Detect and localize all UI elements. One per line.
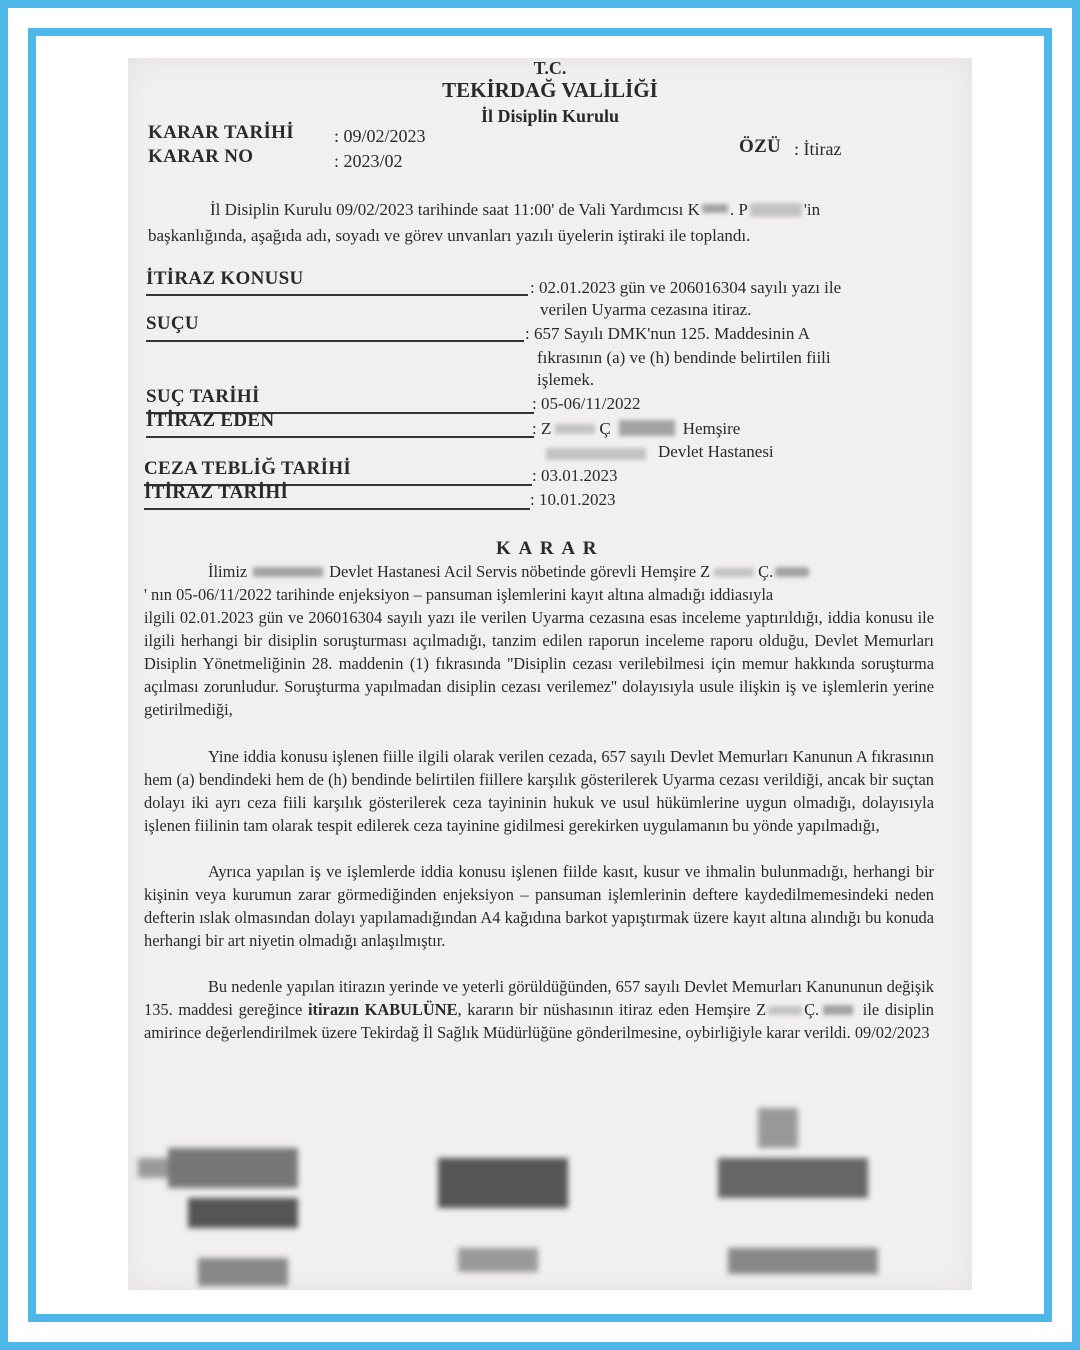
itiraz-eden-hospital: Devlet Hastanesi (658, 442, 774, 461)
itiraz-tarihi-underline (144, 508, 530, 510)
redacted-surname-blur-3 (823, 1005, 853, 1015)
redacted-surname-blur-2 (775, 567, 809, 577)
ceza-teblig-value: : 03.01.2023 (532, 466, 618, 485)
itiraz-tarihi-value: : 10.01.2023 (530, 490, 616, 509)
sucu-value-1: : 657 Sayılı DMK'nun 125. Maddesinin A (525, 324, 810, 343)
sucu-value-3: işlemek. (537, 370, 595, 389)
itiraz-konusu-label: İTİRAZ KONUSU (146, 268, 304, 289)
suc-tarihi-label: SUÇ TARİHİ (146, 386, 260, 407)
karar-tarihi-label: KARAR TARİHİ (148, 122, 294, 143)
itiraz-eden-label: İTİRAZ EDEN (146, 410, 275, 431)
karar-tarihi-value: : 09/02/2023 (334, 126, 426, 146)
redacted-name-blur (702, 204, 728, 213)
document-page (128, 58, 972, 1290)
redacted-surname-blur (750, 203, 802, 217)
suc-tarihi-value: : 05-06/11/2022 (532, 394, 641, 413)
ozu-value: : İtiraz (794, 139, 842, 159)
signature-right-blurred (698, 1098, 918, 1288)
ceza-teblig-label: CEZA TEBLİĞ TARİHİ (144, 458, 352, 479)
redacted-last-name-blur (619, 420, 675, 436)
header-kurul: İl Disiplin Kurulu (480, 106, 620, 126)
itiraz-eden-underline (146, 436, 534, 438)
sucu-underline (146, 340, 524, 342)
itiraz-konusu-value-1: : 02.01.2023 gün ve 206016304 sayılı yazı ile (530, 278, 842, 297)
karar-paragraph-1: İlimiz Devlet Hastanesi Acil Servis nöbetinde görevli Hemşire Z Ç. ' nın 05-06/11/2022 tarihinde enjeksiyon – pansuman işlemlerini kayıt altına almadığı iddiasıyla ilgili 02.01.2023 gün ve 206016304 sayılı yazı ile verilen Uyarma cezasına esas inceleme yaptırıldığı, iddia konusu ile ilgili herhangi bir disiplin soruşturması açılmadığı, tanzim edilen raporun inceleme raporu olduğu, Devlet Memurları Disiplin Yönetmeliğinin 28. maddenin (1) fıkrasında ''Disiplin cezası verilebilmesi için memur hakkında soruşturma açılması zorunludur. Soruşturma yapılmadan disiplin cezası verilemez'' dolayısıyla usule ilişkin iş ve işlemlerin yerine getirilmediği, (144, 562, 934, 719)
karar-paragraph-3: Ayrıca yapılan iş ve işlemlerde iddia konusu işlenen fiilde kasıt, kusur ve ihmalin bulunmadığı, herhangi bir kişinin veya kurumun zarar görmediğinden enjeksiyon – pansuman işlemlerinin deftere kaydedilmemesindeki neden defterin ıslak olmasından dolayı yapılamadığından A4 kağıdına barkot yapıştırmak üzere kayıt altına alındığı bu konuda herhangi bir art niyetin olmadığı anlaşılmıştır. (144, 862, 934, 950)
redacted-city-blur (253, 567, 323, 577)
header-tc: T.C. (533, 58, 567, 78)
header-valilik: TEKİRDAĞ VALİLİĞİ (442, 78, 658, 102)
redacted-first-name-blur (555, 424, 595, 434)
karar-title: K A R A R (496, 538, 599, 559)
sucu-value-2: fıkrasının (a) ve (h) bendinde belirtilen fiili (537, 348, 831, 367)
karar-paragraph-2: Yine iddia konusu işlenen fiille ilgili olarak verilen cezada, 657 sayılı Devlet Memurları Kanunun A fıkrasının hem (a) bendindeki hem de (h) bendinde belirtilen fiillere karşılık gösterilerek Uyarma cezası verildiği, ancak bir suçtan dolayı iki ayrı ceza fiili karşılık gösterilerek ceza tayininin hukuk ve usul hükümlerine uygun olmadığı, dolayısıyla işlenen fiilinin tam olarak tespit edilerek ceza tayinine gidilmesi gerekirken uygulamanın bu yönde yapılmadığı, (144, 747, 934, 835)
redacted-hospital-blur (546, 448, 646, 460)
intro-line1: İl Disiplin Kurulu 09/02/2023 tarihinde saat 11:00' de Vali Yardımcısı K . P 'in (210, 200, 821, 219)
itiraz-eden-value: : Z Ç Hemşire (532, 419, 741, 438)
redacted-name-blur-2 (714, 568, 754, 577)
karar-paragraph-4: Bu nedenle yapılan itirazın yerinde ve yeterli görüldüğünden, 657 sayılı Devlet Memurları Kanununun değişik 135. maddesi gereğince itirazın KABULÜNE, kararın bir nüshasının itiraz eden Hemşire Z Ç. ile disiplin amirince değerlendirilmek üzere Tekirdağ İl Sağlık Müdürlüğüne gönderilmesine, oybirliğiyle karar verildi. 09/02/2023 (144, 977, 934, 1042)
sucu-label: SUÇU (146, 313, 199, 334)
signature-left-blurred (128, 1118, 358, 1290)
karar-no-value: : 2023/02 (334, 151, 403, 171)
itiraz-tarihi-label: İTİRAZ TARİHİ (144, 482, 289, 503)
itiraz-konusu-underline (146, 294, 528, 296)
signature-center-blurred (418, 1128, 598, 1288)
karar-no-label: KARAR NO (148, 146, 254, 167)
ozu-label: ÖZÜ (739, 136, 782, 157)
intro-line2: başkanlığında, aşağıda adı, soyadı ve görev unvanları yazılı üyelerin iştiraki ile toplandı. (148, 226, 751, 245)
itiraz-konusu-value-2: verilen Uyarma cezasına itiraz. (540, 300, 752, 319)
redacted-name-blur-3 (768, 1006, 802, 1015)
